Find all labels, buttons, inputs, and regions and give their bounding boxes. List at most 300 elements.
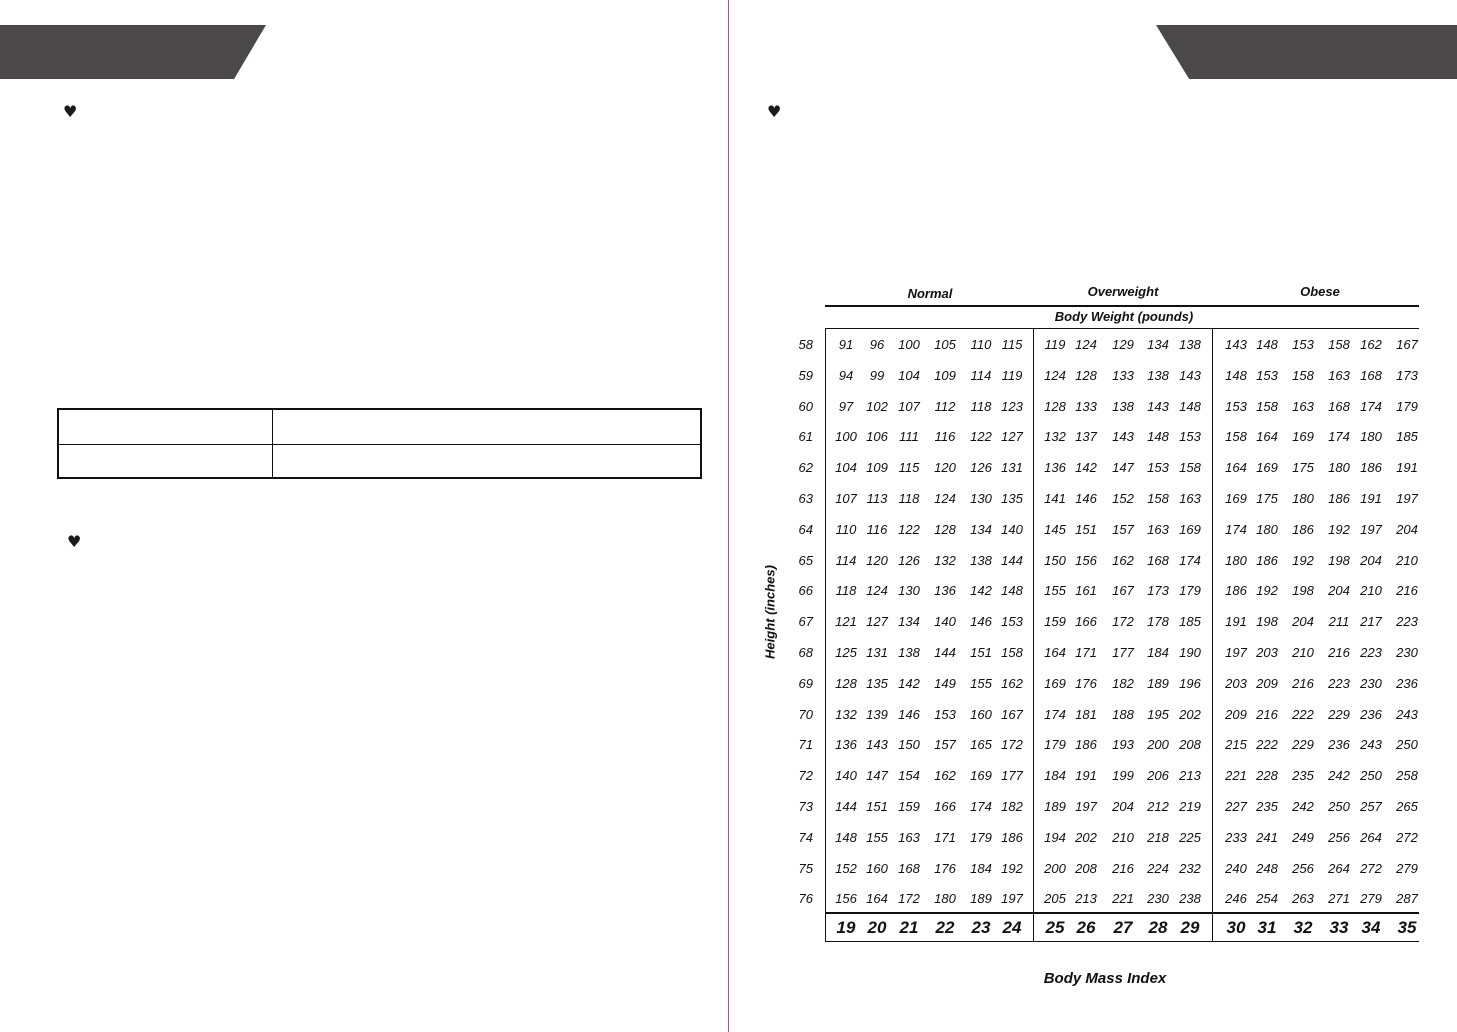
weight-cell: 128 — [1044, 398, 1066, 414]
weight-cell: 94 — [838, 367, 854, 383]
x-axis-title: Body Mass Index — [1043, 970, 1167, 987]
weight-cell: 139 — [866, 706, 888, 722]
weight-cell: 216 — [1328, 645, 1350, 660]
weight-cell: 122 — [970, 429, 992, 445]
weight-cell: 128 — [835, 675, 857, 691]
weight-cell: 164 — [1225, 460, 1247, 476]
weight-cell: 202 — [1179, 706, 1201, 722]
weight-cell: 162 — [1360, 337, 1382, 352]
weight-cell: 122 — [898, 521, 920, 537]
weight-cell: 107 — [898, 398, 920, 414]
weight-cell: 104 — [835, 460, 857, 476]
bmi-value: 27 — [1113, 918, 1133, 937]
weight-cell: 184 — [970, 860, 992, 876]
weight-cell: 151 — [1075, 521, 1097, 537]
weight-cell: 174 — [1225, 521, 1247, 537]
weight-cell: 155 — [866, 829, 888, 845]
weight-cell: 254 — [1256, 891, 1278, 907]
weight-cell: 143 — [1179, 367, 1201, 383]
weight-cell: 197 — [1360, 521, 1382, 537]
weight-cell: 229 — [1292, 737, 1314, 753]
weight-cell: 179 — [1044, 737, 1066, 753]
weight-cell: 176 — [934, 860, 956, 876]
weight-cell: 210 — [1396, 552, 1418, 568]
weight-cell: 119 — [1001, 367, 1023, 383]
weight-cell: 208 — [1075, 860, 1097, 876]
weight-cell: 172 — [1001, 737, 1023, 753]
weight-cell: 135 — [866, 675, 888, 691]
weight-cell: 174 — [1360, 398, 1382, 414]
weight-cell: 256 — [1292, 860, 1314, 876]
weight-cell: 142 — [970, 583, 992, 599]
weight-cell: 157 — [934, 737, 956, 753]
height-label: 68 — [798, 645, 813, 660]
weight-cell: 186 — [1292, 521, 1314, 537]
weight-cell: 153 — [1147, 460, 1169, 476]
weight-cell: 198 — [1256, 614, 1278, 630]
weight-cell: 169 — [1225, 491, 1247, 506]
weight-cell: 222 — [1292, 706, 1314, 722]
weight-cell: 168 — [1360, 367, 1382, 383]
weight-cell: 138 — [1179, 337, 1201, 352]
weight-cell: 242 — [1292, 799, 1314, 814]
weight-cell: 177 — [1112, 645, 1134, 660]
group-separator — [1033, 328, 1034, 942]
weight-cell: 112 — [934, 398, 956, 414]
weight-cell: 169 — [1292, 429, 1314, 445]
weight-cell: 224 — [1147, 860, 1169, 876]
weight-cell: 219 — [1179, 799, 1201, 814]
bmi-value: 31 — [1257, 918, 1277, 937]
weight-cell: 120 — [934, 460, 956, 476]
weight-cell: 192 — [1001, 860, 1023, 876]
weight-cell: 160 — [970, 706, 992, 722]
weight-cell: 153 — [1256, 367, 1278, 383]
weight-cell: 151 — [970, 645, 992, 660]
weight-cell: 134 — [898, 614, 920, 630]
bmi-value: 26 — [1076, 918, 1096, 937]
weight-cell: 185 — [1396, 429, 1418, 445]
weight-cell: 246 — [1225, 891, 1247, 907]
weight-cell: 157 — [1112, 521, 1134, 537]
bmi-value: 32 — [1293, 918, 1313, 937]
weight-cell: 227 — [1225, 799, 1247, 814]
bmi-value: 19 — [836, 918, 856, 937]
weight-cell: 168 — [898, 860, 920, 876]
weight-cell: 115 — [898, 460, 920, 476]
weight-cell: 109 — [934, 367, 956, 383]
weight-cell: 124 — [866, 583, 888, 599]
weight-cell: 206 — [1147, 768, 1169, 784]
weight-cell: 190 — [1179, 645, 1201, 660]
weight-cell: 156 — [1075, 552, 1097, 568]
weight-cell: 205 — [1044, 891, 1066, 907]
weight-cell: 249 — [1292, 829, 1314, 845]
weight-cell: 148 — [1001, 583, 1023, 599]
weight-cell: 111 — [899, 429, 919, 445]
weight-cell: 223 — [1360, 645, 1382, 660]
weight-cell: 148 — [835, 829, 857, 845]
weight-cell: 179 — [970, 829, 992, 845]
weight-title: Body Weight (pounds) — [1054, 309, 1194, 324]
weight-cell: 168 — [1147, 552, 1169, 568]
weight-cell: 221 — [1112, 891, 1134, 907]
weight-cell: 263 — [1292, 891, 1314, 907]
weight-cell: 140 — [1001, 521, 1023, 537]
height-label: 70 — [798, 706, 813, 722]
weight-cell: 230 — [1147, 891, 1169, 907]
weight-cell: 145 — [1044, 521, 1066, 537]
weight-cell: 192 — [1256, 583, 1278, 599]
weight-cell: 140 — [835, 768, 857, 784]
weight-cell: 137 — [1075, 429, 1097, 445]
weight-cell: 264 — [1360, 829, 1382, 845]
height-label: 65 — [798, 552, 813, 568]
weight-cell: 180 — [1292, 491, 1314, 506]
weight-cell: 165 — [970, 737, 992, 753]
weight-cell: 132 — [835, 706, 857, 722]
weight-cell: 191 — [1360, 491, 1382, 506]
weight-cell: 243 — [1360, 737, 1382, 753]
weight-cell: 197 — [1001, 891, 1023, 907]
bmi-value: 34 — [1361, 918, 1381, 937]
left-border — [825, 328, 826, 942]
weight-cell: 272 — [1360, 860, 1382, 876]
bmi-value: 25 — [1045, 918, 1065, 937]
weight-cell: 210 — [1112, 829, 1134, 845]
weight-cell: 161 — [1075, 583, 1097, 599]
weight-cell: 163 — [1292, 398, 1314, 414]
weight-cell: 250 — [1360, 768, 1382, 784]
weight-cell: 149 — [934, 675, 956, 691]
weight-cell: 121 — [835, 614, 857, 630]
weight-cell: 148 — [1147, 429, 1169, 445]
weight-cell: 127 — [866, 614, 888, 630]
bmi-value: 24 — [1002, 918, 1022, 937]
height-label: 66 — [798, 583, 813, 599]
weight-cell: 144 — [835, 799, 857, 814]
weight-cell: 242 — [1328, 768, 1350, 784]
weight-cell: 265 — [1396, 799, 1418, 814]
weight-cell: 287 — [1396, 891, 1418, 907]
weight-cell: 230 — [1396, 645, 1418, 660]
weight-cell: 166 — [934, 799, 956, 814]
weight-cell: 113 — [866, 491, 888, 506]
weight-cell: 197 — [1225, 645, 1247, 660]
weight-cell: 197 — [1396, 491, 1418, 506]
weight-cell: 216 — [1256, 706, 1278, 722]
weight-cell: 179 — [1396, 398, 1418, 414]
weight-cell: 159 — [1044, 614, 1066, 630]
weight-cell: 169 — [1179, 521, 1201, 537]
weight-cell: 202 — [1075, 829, 1097, 845]
weight-cell: 126 — [898, 552, 920, 568]
weight-cell: 216 — [1396, 583, 1418, 599]
category-obese: Obese — [1300, 284, 1340, 299]
weight-cell: 150 — [1044, 552, 1066, 568]
weight-cell: 213 — [1179, 768, 1201, 784]
weight-cell: 152 — [835, 860, 857, 876]
weight-cell: 172 — [1112, 614, 1134, 630]
weight-cell: 191 — [1075, 768, 1097, 784]
weight-cell: 147 — [1112, 460, 1134, 476]
weight-cell: 154 — [898, 768, 920, 784]
weight-cell: 210 — [1360, 583, 1382, 599]
weight-cell: 163 — [898, 829, 920, 845]
weight-cell: 119 — [1044, 337, 1066, 352]
y-axis-title: Height (inches) — [762, 565, 778, 659]
weight-cell: 140 — [934, 614, 956, 630]
weight-cell: 118 — [898, 491, 920, 506]
weight-cell: 118 — [970, 398, 992, 414]
weight-cell: 257 — [1360, 799, 1382, 814]
weight-cell: 204 — [1360, 552, 1382, 568]
weight-cell: 235 — [1256, 799, 1278, 814]
weight-cell: 155 — [970, 675, 992, 691]
weight-cell: 175 — [1292, 460, 1314, 476]
weight-cell: 104 — [898, 367, 920, 383]
weight-cell: 136 — [835, 737, 857, 753]
weight-cell: 191 — [1396, 460, 1418, 476]
weight-cell: 143 — [1112, 429, 1134, 445]
weight-cell: 204 — [1328, 583, 1350, 599]
heart-icon: ♥ — [63, 102, 78, 121]
weight-title-rule — [825, 328, 1419, 329]
weight-cell: 216 — [1292, 675, 1314, 691]
weight-cell: 189 — [1044, 799, 1066, 814]
weight-cell: 130 — [898, 583, 920, 599]
weight-cell: 106 — [866, 429, 888, 445]
weight-cell: 153 — [934, 706, 956, 722]
weight-cell: 158 — [1147, 491, 1169, 506]
weight-cell: 134 — [1147, 337, 1169, 352]
weight-cell: 177 — [1001, 768, 1023, 784]
weight-cell: 160 — [866, 860, 888, 876]
weight-cell: 124 — [1075, 337, 1097, 352]
weight-cell: 159 — [898, 799, 920, 814]
bmi-value: 30 — [1226, 918, 1246, 937]
weight-cell: 221 — [1225, 768, 1247, 784]
weight-cell: 100 — [835, 429, 857, 445]
weight-cell: 198 — [1328, 552, 1350, 568]
bmi-value: 22 — [935, 918, 955, 937]
bottom-rule — [825, 941, 1419, 942]
weight-cell: 124 — [1044, 367, 1066, 383]
weight-cell: 166 — [1075, 614, 1097, 630]
weight-cell: 123 — [1001, 398, 1023, 414]
weight-cell: 250 — [1328, 799, 1350, 814]
weight-cell: 243 — [1396, 706, 1418, 722]
weight-cell: 203 — [1256, 645, 1278, 660]
weight-cell: 147 — [866, 768, 888, 784]
category-overweight: Overweight — [1087, 284, 1159, 299]
weight-cell: 148 — [1256, 337, 1278, 352]
weight-cell: 208 — [1179, 737, 1201, 753]
bmi-row-rule — [825, 912, 1419, 914]
heart-icon: ♥ — [67, 532, 82, 551]
weight-cell: 192 — [1292, 552, 1314, 568]
weight-cell: 248 — [1256, 860, 1278, 876]
weight-cell: 146 — [1075, 491, 1097, 506]
weight-cell: 136 — [934, 583, 956, 599]
weight-cell: 200 — [1147, 737, 1169, 753]
weight-cell: 191 — [1225, 614, 1247, 630]
weight-cell: 96 — [869, 337, 885, 352]
weight-cell: 132 — [934, 552, 956, 568]
weight-cell: 142 — [1075, 460, 1097, 476]
height-label: 58 — [798, 337, 813, 352]
weight-cell: 186 — [1328, 491, 1350, 506]
weight-cell: 223 — [1396, 614, 1418, 630]
weight-cell: 102 — [866, 398, 888, 414]
weight-cell: 236 — [1328, 737, 1350, 753]
weight-cell: 162 — [1112, 552, 1134, 568]
height-label: 67 — [798, 614, 813, 630]
height-label: 64 — [798, 521, 813, 537]
weight-cell: 153 — [1292, 337, 1314, 352]
weight-cell: 125 — [835, 645, 857, 660]
weight-cell: 136 — [1044, 460, 1066, 476]
height-label: 72 — [798, 768, 813, 784]
weight-cell: 163 — [1147, 521, 1169, 537]
weight-cell: 236 — [1396, 675, 1418, 691]
weight-cell: 186 — [1360, 460, 1382, 476]
weight-cell: 223 — [1328, 675, 1350, 691]
weight-cell: 153 — [1179, 429, 1201, 445]
weight-cell: 138 — [1147, 367, 1169, 383]
weight-cell: 110 — [970, 337, 992, 352]
height-label: 60 — [798, 398, 813, 414]
weight-cell: 124 — [934, 491, 956, 506]
weight-cell: 174 — [1044, 706, 1066, 722]
weight-cell: 126 — [970, 460, 992, 476]
weight-cell: 173 — [1147, 583, 1169, 599]
weight-cell: 167 — [1112, 583, 1134, 599]
weight-cell: 189 — [970, 891, 992, 907]
weight-cell: 138 — [898, 645, 920, 660]
weight-cell: 163 — [1328, 367, 1350, 383]
bmi-value: 28 — [1148, 918, 1168, 937]
weight-cell: 196 — [1179, 675, 1201, 691]
weight-cell: 174 — [970, 799, 992, 814]
weight-cell: 279 — [1396, 860, 1418, 876]
weight-cell: 148 — [1179, 398, 1201, 414]
heart-icon: ♥ — [767, 102, 782, 121]
height-label: 59 — [798, 367, 813, 383]
weight-cell: 204 — [1112, 799, 1134, 814]
weight-cell: 162 — [934, 768, 956, 784]
weight-cell: 203 — [1225, 675, 1247, 691]
weight-cell: 114 — [835, 552, 857, 568]
weight-cell: 176 — [1075, 675, 1097, 691]
weight-cell: 232 — [1179, 860, 1201, 876]
weight-cell: 158 — [1225, 429, 1247, 445]
height-label: 74 — [798, 829, 813, 845]
weight-cell: 167 — [1396, 337, 1418, 352]
weight-cell: 180 — [1360, 429, 1382, 445]
weight-cell: 209 — [1256, 675, 1278, 691]
weight-cell: 230 — [1360, 675, 1382, 691]
weight-cell: 241 — [1256, 829, 1278, 845]
weight-cell: 193 — [1112, 737, 1134, 753]
weight-cell: 143 — [866, 737, 888, 753]
weight-cell: 158 — [1292, 367, 1314, 383]
weight-cell: 235 — [1292, 768, 1314, 784]
weight-cell: 115 — [1001, 337, 1023, 352]
weight-cell: 151 — [866, 799, 888, 814]
weight-cell: 188 — [1112, 706, 1134, 722]
weight-cell: 142 — [898, 675, 920, 691]
weight-cell: 215 — [1225, 737, 1247, 753]
weight-cell: 228 — [1256, 768, 1278, 784]
weight-cell: 197 — [1075, 799, 1097, 814]
weight-cell: 167 — [1001, 706, 1023, 722]
header-rule — [825, 305, 1419, 307]
weight-cell: 158 — [1256, 398, 1278, 414]
weight-cell: 127 — [1001, 429, 1023, 445]
weight-cell: 216 — [1112, 860, 1134, 876]
weight-cell: 130 — [970, 491, 992, 506]
bmi-value: 23 — [971, 918, 991, 937]
weight-cell: 109 — [866, 460, 888, 476]
weight-cell: 153 — [1225, 398, 1247, 414]
weight-cell: 238 — [1179, 891, 1201, 907]
weight-cell: 100 — [898, 337, 920, 352]
weight-cell: 128 — [1075, 367, 1097, 383]
weight-cell: 158 — [1328, 337, 1350, 352]
weight-cell: 195 — [1147, 706, 1169, 722]
weight-cell: 114 — [970, 367, 992, 383]
weight-cell: 171 — [934, 829, 956, 845]
weight-cell: 158 — [1001, 645, 1023, 660]
bmi-value: 33 — [1329, 918, 1349, 937]
weight-cell: 163 — [1179, 491, 1201, 506]
weight-cell: 144 — [1001, 552, 1023, 568]
weight-cell: 138 — [970, 552, 992, 568]
weight-cell: 105 — [934, 337, 956, 352]
height-label: 62 — [798, 460, 813, 476]
weight-cell: 173 — [1396, 367, 1418, 383]
weight-cell: 144 — [934, 645, 956, 660]
weight-cell: 156 — [835, 891, 857, 907]
height-label: 61 — [798, 429, 813, 445]
weight-cell: 189 — [1147, 675, 1169, 691]
weight-cell: 213 — [1075, 891, 1097, 907]
height-label: 69 — [798, 675, 813, 691]
weight-cell: 256 — [1328, 829, 1350, 845]
weight-cell: 185 — [1179, 614, 1201, 630]
weight-cell: 233 — [1225, 829, 1247, 845]
bmi-value: 20 — [867, 918, 887, 937]
weight-cell: 131 — [866, 645, 888, 660]
weight-cell: 175 — [1256, 491, 1278, 506]
weight-cell: 171 — [1075, 645, 1097, 660]
weight-cell: 169 — [970, 768, 992, 784]
height-label: 73 — [798, 799, 813, 814]
weight-cell: 204 — [1396, 521, 1418, 537]
weight-cell: 279 — [1360, 891, 1382, 907]
weight-cell: 164 — [1256, 429, 1278, 445]
height-label: 75 — [798, 860, 813, 876]
height-label: 63 — [798, 491, 813, 506]
weight-cell: 169 — [1044, 675, 1066, 691]
group-separator — [1212, 328, 1213, 942]
weight-cell: 178 — [1147, 614, 1169, 630]
weight-cell: 180 — [1328, 460, 1350, 476]
weight-cell: 138 — [1112, 398, 1134, 414]
weight-cell: 186 — [1001, 829, 1023, 845]
weight-cell: 134 — [970, 521, 992, 537]
